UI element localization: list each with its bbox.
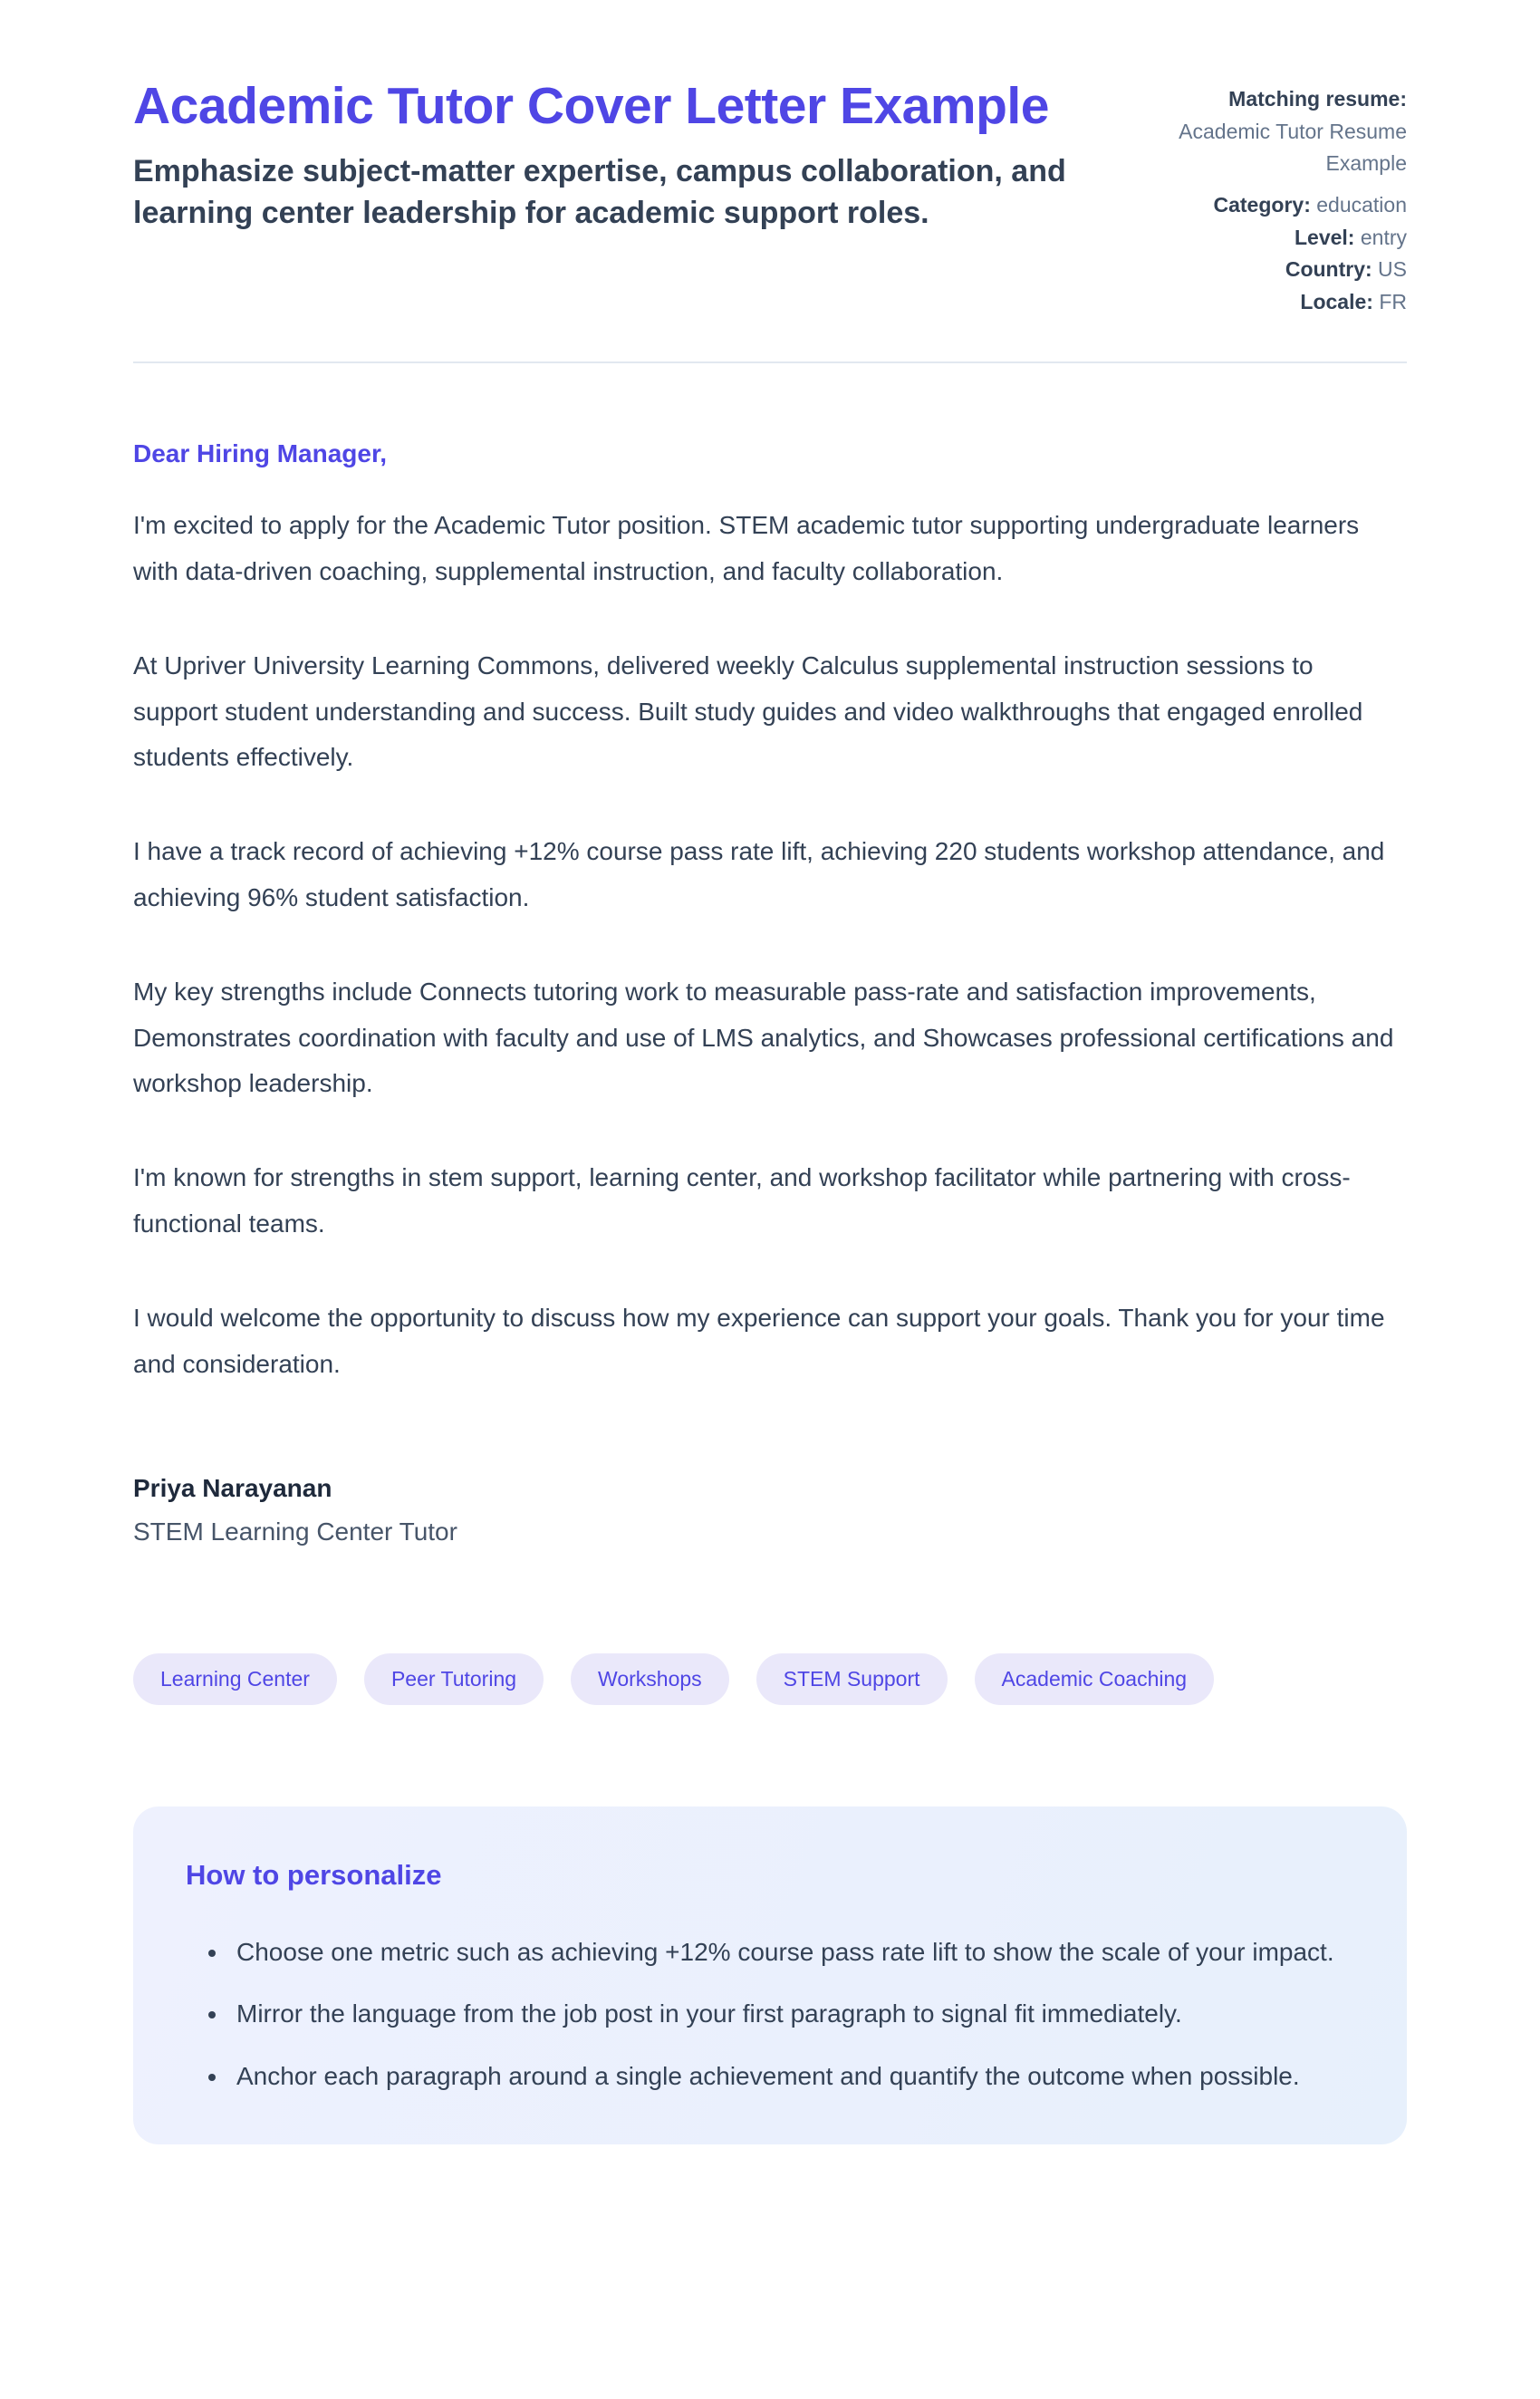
cover-letter-body: [133, 363, 1407, 2144]
meta-matching-resume: [1108, 83, 1407, 180]
header: [133, 76, 1407, 363]
meta-level: [1108, 222, 1407, 255]
meta-locale: [1108, 286, 1407, 319]
signature-block: [133, 1474, 1407, 1546]
tag-chip[interactable]: STEM Support: [756, 1653, 948, 1705]
letter-paragraph: I have a track record of achieving +12% course pass rate lift, achieving 220 students workshop attendance, and achieving 96% student satisfaction.: [133, 837, 1385, 911]
tag-chip[interactable]: Peer Tutoring: [364, 1653, 544, 1705]
tag-chip[interactable]: Academic Coaching: [975, 1653, 1215, 1705]
level-value: entry: [1360, 225, 1407, 249]
page: [133, 0, 1407, 2144]
tag-chip[interactable]: Learning Center: [133, 1653, 337, 1705]
tips-title: How to personalize: [186, 1858, 442, 1891]
locale-label: Locale:: [1300, 289, 1373, 313]
letter-paragraph: At Upriver University Learning Commons, delivered weekly Calculus supplemental instruction sessions to support student understanding and success. Built study guides and video walkthroughs that engaged enrolled students effectively.: [133, 651, 1363, 772]
category-label: Category:: [1213, 192, 1311, 217]
page-title: Academic Tutor Cover Letter Example: [133, 77, 1049, 135]
tips-list: [186, 1930, 1349, 2099]
tag-list: [133, 1653, 1407, 1705]
locale-value: FR: [1379, 289, 1407, 313]
header-left: [133, 76, 1066, 235]
tip-item: • Anchor each paragraph around a single achievement and quantify the outcome when possible.: [229, 2054, 1349, 2099]
tip-item: • Mirror the language from the job post in your first paragraph to signal fit immediately.: [229, 1991, 1349, 2037]
meta-country: [1108, 254, 1407, 286]
letter-paragraph: My key strengths include Connects tutoring work to measurable pass-rate and satisfaction improvements, Demonstrates coordination with faculty and use of LMS analytics, and Showcases professional certifications and workshop leadership.: [133, 978, 1394, 1097]
tip-item: • Choose one metric such as achieving +12% course pass rate lift to show the scale of your impact.: [229, 1930, 1349, 1975]
level-label: Level:: [1294, 225, 1355, 249]
matching-resume-label: Matching resume:: [1228, 87, 1407, 111]
signature-name: Priya Narayanan: [133, 1473, 332, 1502]
country-label: Country:: [1285, 257, 1372, 282]
signature-title: STEM Learning Center Tutor: [133, 1517, 457, 1546]
page-subtitle: Emphasize subject-matter expertise, campus collaboration, and learning center leadership for academic support roles.: [133, 154, 1066, 231]
country-value: US: [1378, 257, 1407, 282]
personalization-tips-card: [133, 1806, 1407, 2144]
category-value: education: [1316, 192, 1407, 217]
tag-chip[interactable]: Workshops: [571, 1653, 729, 1705]
meta-panel: [1108, 76, 1407, 318]
salutation: Dear Hiring Manager,: [133, 439, 388, 468]
letter-paragraph: I'm excited to apply for the Academic Tutor position. STEM academic tutor supporting undergraduate learners with data-driven coaching, supplemental instruction, and faculty collaboration.: [133, 511, 1360, 585]
letter-paragraph: I'm known for strengths in stem support, learning center, and workshop facilitator while partnering with cross-functional teams.: [133, 1163, 1351, 1238]
letter-paragraph: I would welcome the opportunity to discuss how my experience can support your goals. Thank you for your time and consideration.: [133, 1304, 1385, 1378]
meta-category: [1108, 189, 1407, 222]
matching-resume-link[interactable]: Academic Tutor Resume Example: [1179, 119, 1407, 176]
